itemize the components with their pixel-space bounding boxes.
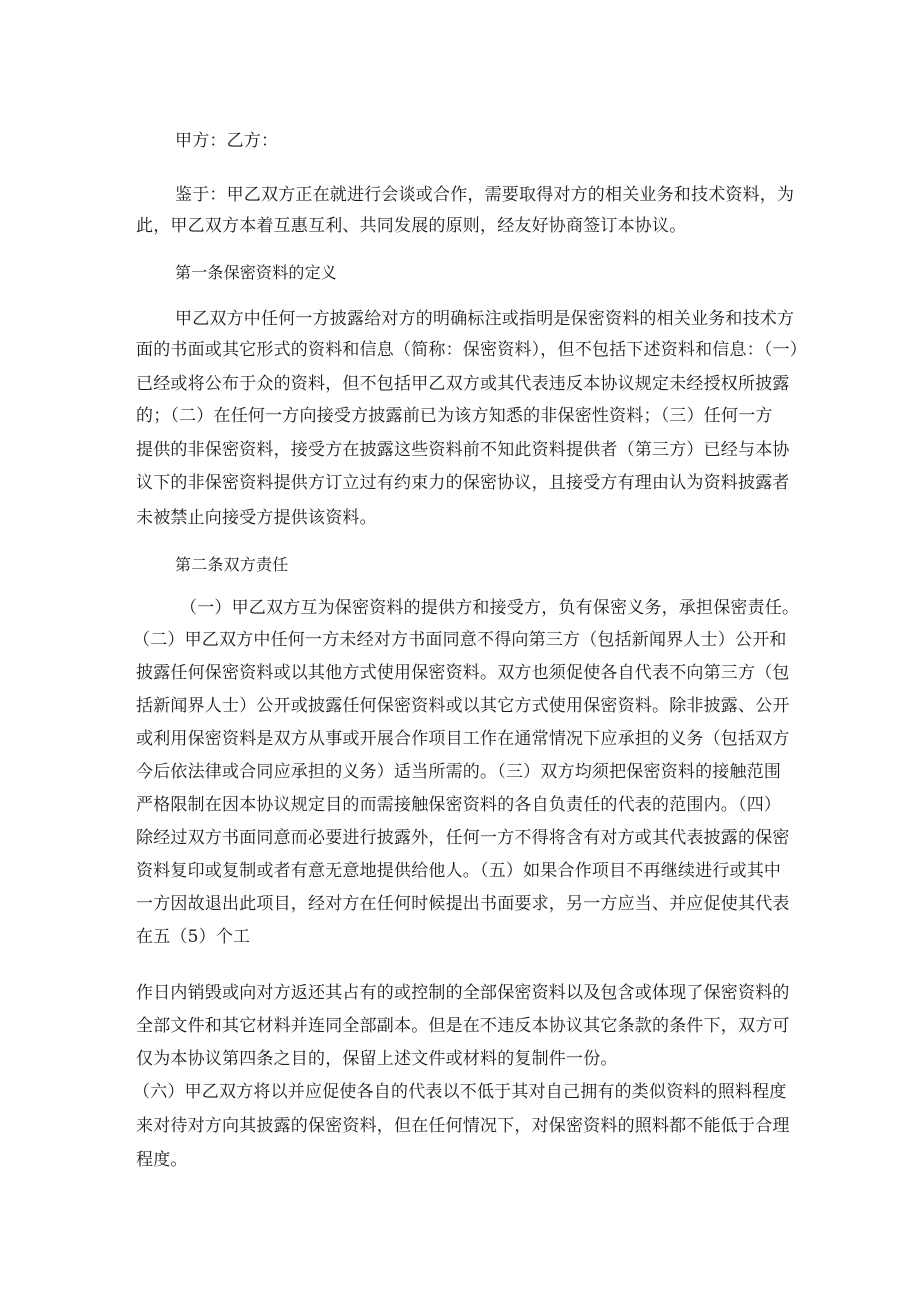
article2-continuation-line: 仅为本协议第四条之目的，保留上述文件或材料的复制件一份。 bbox=[136, 1049, 618, 1069]
article2-line: 或利用保密资料是双方从事或开展合作项目工作在通常情况下应承担的义务（包括双方 bbox=[136, 729, 790, 749]
article2-heading: 第二条双方责任 bbox=[175, 555, 289, 574]
article1-heading: 第一条保密资料的定义 bbox=[175, 263, 338, 282]
article2-continuation-line: 全部文件和其它材料并连同全部副本。但是在不违反本协议其它条款的条件下，双方可 bbox=[136, 1016, 790, 1036]
article2-line: 严格限制在因本协议规定目的而需接触保密资料的各自负责任的代表的范围内。（四） bbox=[136, 795, 782, 815]
preamble-line: 此，甲乙双方本着互惠互利、共同发展的原则，经友好协商签订本协议。 bbox=[136, 216, 687, 236]
article2-continuation-line: 作日内销毁或向对方返还其占有的或控制的全部保密资料以及包含或体现了保密资料的 bbox=[136, 983, 790, 1003]
parties-line: 甲方：乙方： bbox=[175, 131, 279, 151]
article1-line: 甲乙双方中任何一方披露给对方的明确标注或指明是保密资料的相关业务和技术方 bbox=[175, 309, 795, 329]
article2-line: 一方因故退出此项目，经对方在任何时候提出书面要求，另一方应当、并应促使其代表 bbox=[136, 894, 790, 914]
article2-line: 括新闻界人士）公开或披露任何保密资料或以其它方式使用保密资料。除非披露、公开 bbox=[136, 696, 790, 716]
article1-line: 已经或将公布于众的资料，但不包括甲乙双方或其代表违反本协议规定未经授权所披露 bbox=[136, 374, 790, 394]
article1-line: 提供的非保密资料，接受方在披露这些资料前不知此资料提供者（第三方）已经与本协 bbox=[136, 440, 790, 460]
article2-line: 披露任何保密资料或以其他方式使用保密资料。双方也须促使各自代表不向第三方（包 bbox=[136, 663, 790, 683]
article1-line: 的；（二）在任何一方向接受方披露前已为该方知悉的非保密性资料；（三）任何一方 bbox=[136, 406, 773, 426]
article2-line: 资料复印或复制或者有意无意地提供给他人。（五）如果合作项目不再继续进行或其中 bbox=[136, 861, 782, 881]
article2-item6-line: 程度。 bbox=[136, 1150, 188, 1170]
article2-item6-line: （六）甲乙双方将以并应促使各自的代表以不低于其对自己拥有的类似资料的照料程度 bbox=[133, 1082, 787, 1102]
article1-line: 议下的非保密资料提供方订立过有约束力的保密协议，且接受方有理由认为资料披露者 bbox=[136, 473, 790, 493]
article2-line: 在五（5）个工 bbox=[136, 927, 251, 947]
article1-line: 未被禁止向接受方提供该资料。 bbox=[136, 508, 377, 528]
article2-line: （一）甲乙双方互为保密资料的提供方和接受方，负有保密义务，承担保密责任。 bbox=[180, 598, 800, 618]
article1-line: 面的书面或其它形式的资料和信息（简称：保密资料），但不包括下述资料和信息：（一） bbox=[136, 340, 807, 360]
article2-line: 今后依法律或合同应承担的义务）适当所需的。（三）双方均须把保密资料的接触范围 bbox=[136, 762, 782, 782]
preamble-line: 鉴于：甲乙双方正在就进行会谈或合作，需要取得对方的相关业务和技术资料，为 bbox=[175, 185, 795, 205]
article2-line: 除经过双方书面同意而必要进行披露外，任何一方不得将含有对方或其代表披露的保密 bbox=[136, 828, 790, 848]
article2-line: （二）甲乙双方中任何一方未经对方书面同意不得向第三方（包括新闻界人士）公开和 bbox=[133, 630, 787, 650]
article2-item6-line: 来对待对方向其披露的保密资料，但在任何情况下，对保密资料的照料都不能低于合理 bbox=[136, 1116, 790, 1136]
